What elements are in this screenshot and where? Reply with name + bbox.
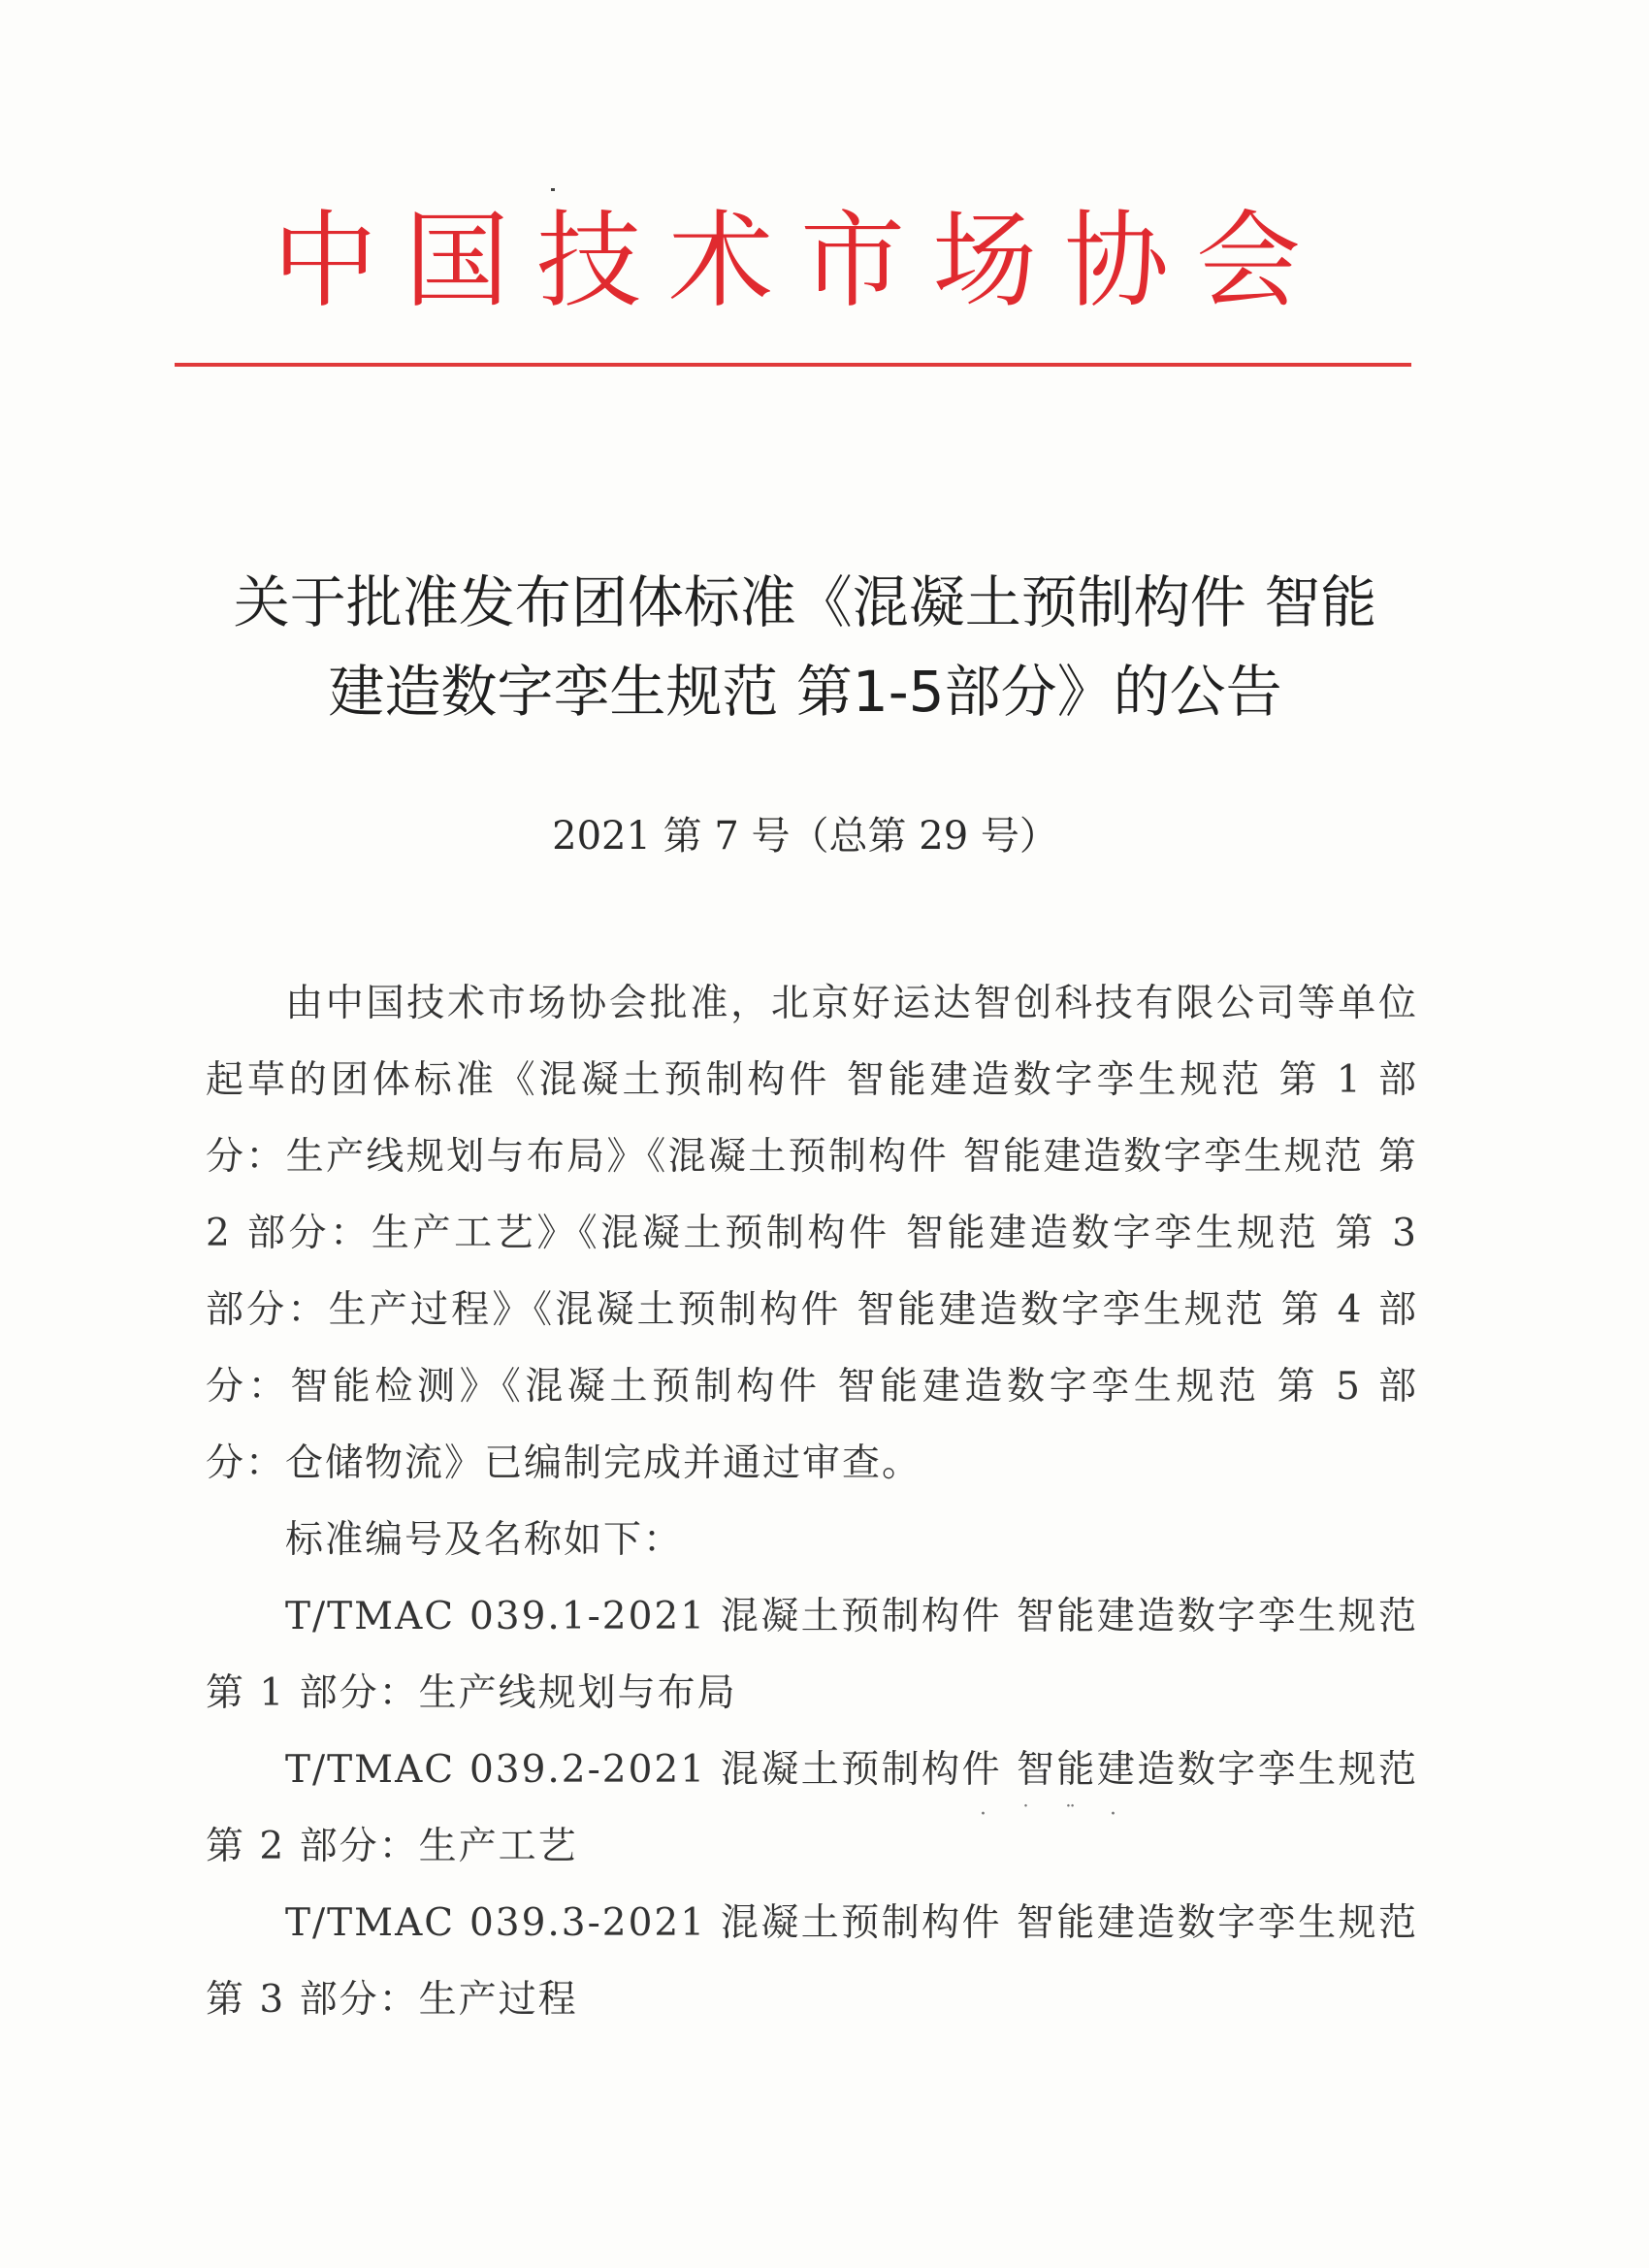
title-line-2: 建造数字孪生规范 第1-5部分》的公告 [328,659,1282,725]
standard-item-1: T/TMAC 039.1-2021 混凝土预制构件 智能建造数字孪生规范 第 1 部分：生产线规划与布局 [206,1595,1418,1715]
standard-item-3: T/TMAC 039.3-2021 混凝土预制构件 智能建造数字孪生规范 第 3 部分：生产过程 [206,1901,1418,2022]
scan-specks: · ˙ ¨ · [980,1802,1130,1827]
standard-item-2: T/TMAC 039.2-2021 混凝土预制构件 智能建造数字孪生规范 第 2 部分：生产工艺 [206,1748,1418,1868]
body-paragraph: 由中国技术市场协会批准，北京好运达智创科技有限公司等单位起草的团体标准《混凝土预制构件 智能建造数字孪生规范 第 1 部分：生产线规划与布局》《混凝土预制构件 智能建造数字孪生规范 第 2 部分：生产工艺》《混凝土预制构件 智能建造数字孪生规范 第 3 部分：生产过程》《混凝土预制构件 智能建造数字孪生规范 第 4 部分：智能检测》《混凝土预制构件 智能建造数字孪生规范 第 5 部分：仓储物流》已编制完成并通过审查。 [206,982,1418,1485]
header-red-rule [175,363,1411,367]
announcement-body [206,965,1418,2038]
organization-header: 中国技术市场协会 [272,201,1328,322]
document-number: 2021 第 7 号（总第 29 号） [552,814,1058,859]
scan-speck [551,188,555,191]
announcement-title [194,558,1416,736]
title-line-1: 关于批准发布团体标准《混凝土预制构件 智能 [233,569,1377,635]
standards-intro: 标准编号及名称如下： [285,1518,684,1562]
